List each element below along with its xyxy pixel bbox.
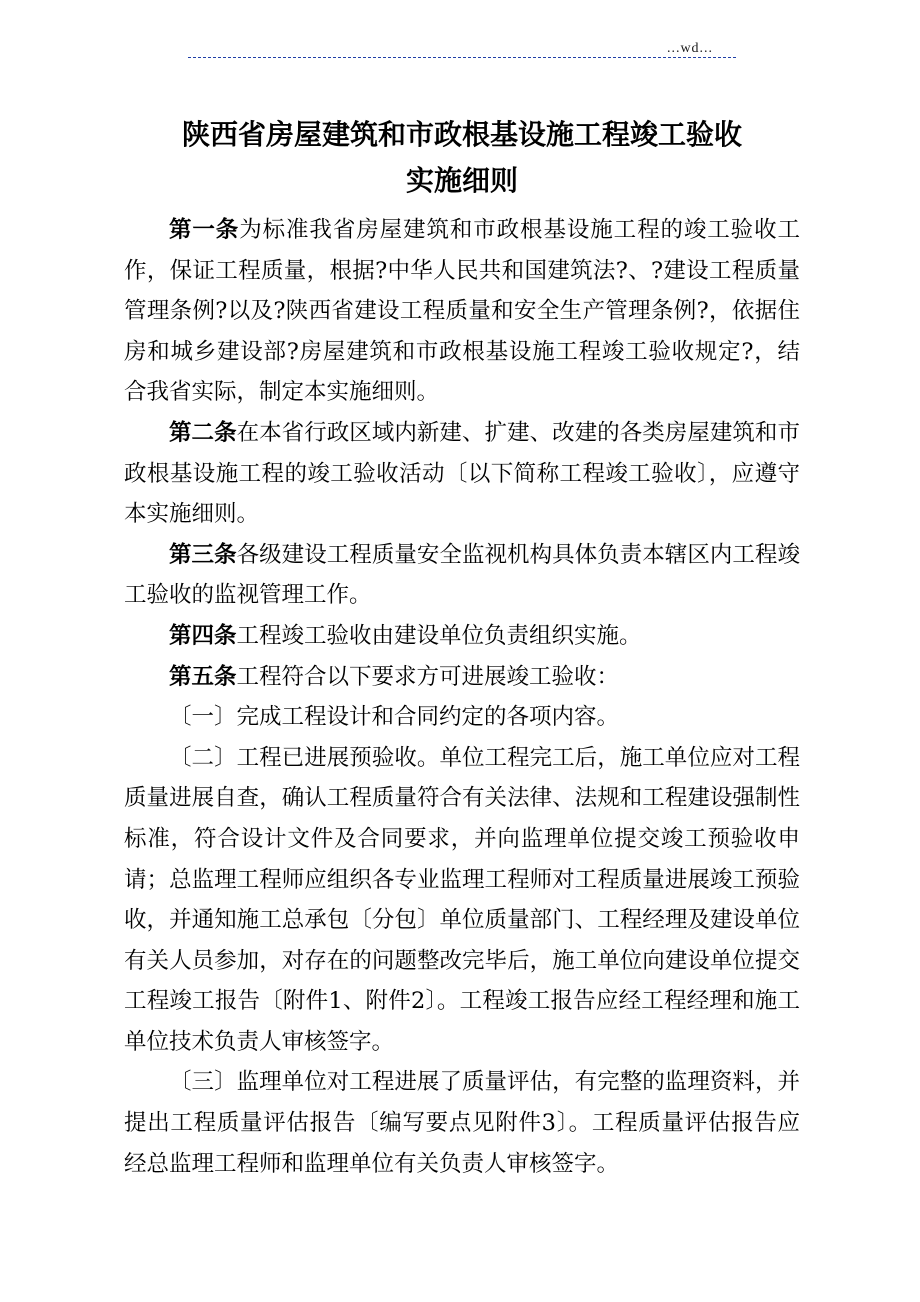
header-watermark: ...wd... [666,41,714,56]
item-2-text: 〔二〕工程已进展预验收。单位工程完工后，施工单位应对工程质量进展自查，确认工程质量符合有关法律、法规和工程建设强制性标准，符合设计文件及合同要求，并向监理单位提交竣工预验收申请；总监理工程师应组织各专业监理工程师对工程质量进展竣工预验收，并通知施工总承包〔分包〕单位质量部门、工程经理及建设单位有关人员参加，对存在的问题整改完毕后，施工单位向建设单位提交工程竣工报告〔附件1、附件2〕。工程竣工报告应经工程经理和施工单位技术负责人审核签字。 [124,744,800,1055]
header-divider [188,57,736,58]
item-3-text: 〔三〕监理单位对工程进展了质量评估，有完整的监理资料，并提出工程质量评估报告〔编写要点见附件3〕。工程质量评估报告应经总监理工程师和监理单位有关负责人审核签字。 [124,1069,800,1177]
article-3-heading: 第三条 [169,541,237,568]
article-3-text: 各级建设工程质量安全监视机构具体负责本辖区内工程竣工验收的监视管理工作。 [124,541,800,609]
article-5 [124,657,800,698]
article-2-text: 在本省行政区域内新建、扩建、改建的各类房屋建筑和市政根基设施工程的竣工验收活动〔以下简称工程竣工验收〕，应遵守本实施细则。 [124,419,800,528]
document-title [124,112,800,204]
article-3 [124,535,800,616]
article-5-item-2 [124,738,800,1063]
article-5-item-1 [124,697,800,738]
title-line-1: 陕西省房屋建筑和市政根基设施工程竣工验收 [181,118,742,151]
title-line-2: 实施细则 [405,164,518,197]
article-4 [124,616,800,657]
article-4-text: 工程竣工验收由建设单位负责组织实施。 [236,622,642,649]
article-1 [124,210,800,413]
article-5-text: 工程符合以下要求方可进展竣工验收： [236,663,620,690]
article-1-heading: 第一条 [169,217,240,243]
article-4-heading: 第四条 [169,622,237,649]
article-5-heading: 第五条 [169,663,237,690]
document-body [124,210,800,1184]
article-1-text: 为标准我省房屋建筑和市政根基设施工程的竣工验收工作，保证工程质量，根据?中华人民共和国建筑法?、?建设工程质量管理条例?以及?陕西省建设工程质量和安全生产管理条例?，依据住房和城乡建设部?房屋建筑和市政根基设施工程竣工验收规定?，结合我省实际，制定本实施细则。 [124,217,800,406]
item-1-text: 〔一〕完成工程设计和合同约定的各项内容。 [169,704,620,731]
article-5-item-3 [124,1062,800,1184]
article-2-heading: 第二条 [169,419,237,446]
article-2 [124,413,800,535]
document-page [124,112,800,1184]
